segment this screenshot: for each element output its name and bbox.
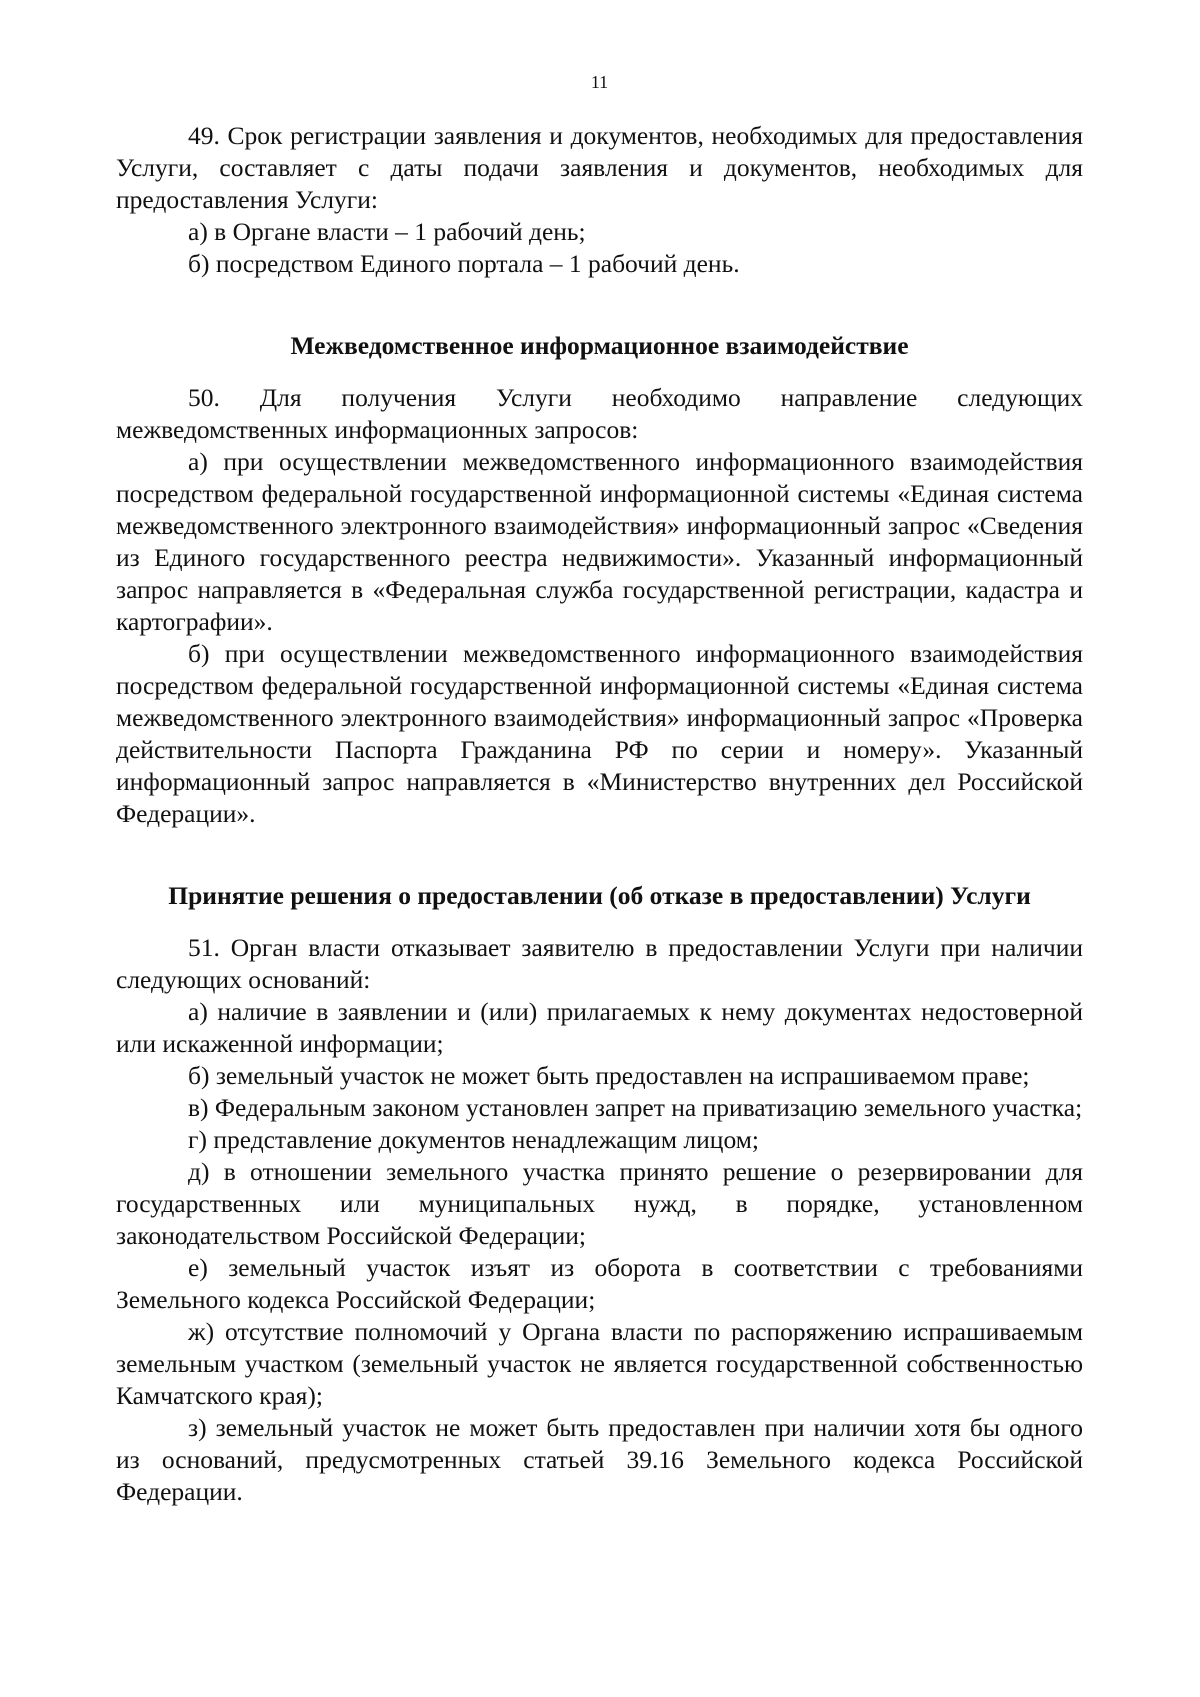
paragraph-49: 49. Срок регистрации заявления и документов, необходимых для предоставления Услуги, составляет с даты подачи заявления и документов, необходимых для предоставления Услуги: — [116, 121, 1083, 214]
paragraph-49-a: а) в Органе власти – 1 рабочий день; — [188, 217, 586, 246]
paragraph-49-b: б) посредством Единого портала – 1 рабочий день. — [188, 249, 740, 278]
section-heading-interagency: Межведомственное информационное взаимодействие — [290, 331, 909, 360]
paragraph-51-v: в) Федеральным законом установлен запрет на приватизацию земельного участка; — [188, 1093, 1083, 1122]
paragraph-51-d: д) в отношении земельного участка принято решение о резервировании для государственных или муниципальных нужд, в порядке, установленном законодательством Российской Федерации; — [116, 1157, 1083, 1250]
paragraph-51-zh: ж) отсутствие полномочий у Органа власти по распоряжению испрашиваемым земельным участком (земельный участок не является государственной собственностью Камчатского края); — [116, 1317, 1083, 1410]
paragraph-50: 50. Для получения Услуги необходимо направление следующих межведомственных информационных запросов: — [116, 383, 1083, 444]
paragraph-50-a: а) при осуществлении межведомственного информационного взаимодействия посредством федеральной государственной информационной системы «Единая система межведомственного электронного взаимодействия» информационный запрос «Сведения из Единого государственного реестра недвижимости». Указанный информационный запрос направляется в «Федеральная служба государственной регистрации, кадастра и картографии». — [116, 447, 1083, 636]
paragraph-51-g: г) представление документов ненадлежащим лицом; — [188, 1125, 759, 1154]
document-body — [116, 120, 1083, 1508]
page-number: 11 — [590, 72, 609, 92]
paragraph-51: 51. Орган власти отказывает заявителю в предоставлении Услуги при наличии следующих оснований: — [116, 933, 1083, 994]
paragraph-51-b: б) земельный участок не может быть предоставлен на испрашиваемом праве; — [188, 1061, 1030, 1090]
paragraph-51-e: е) земельный участок изъят из оборота в соответствии с требованиями Земельного кодекса Российской Федерации; — [116, 1253, 1083, 1314]
paragraph-50-b: б) при осуществлении межведомственного информационного взаимодействия посредством федеральной государственной информационной системы «Единая система межведомственного электронного взаимодействия» информационный запрос «Проверка действительности Паспорта Гражданина РФ по серии и номеру». Указанный информационный запрос направляется в «Министерство внутренних дел Российской Федерации». — [116, 639, 1083, 828]
paragraph-51-z: з) земельный участок не может быть предоставлен при наличии хотя бы одного из оснований, предусмотренных статьей 39.16 Земельного кодекса Российской Федерации. — [116, 1413, 1083, 1506]
paragraph-51-a: а) наличие в заявлении и (или) прилагаемых к нему документах недостоверной или искаженной информации; — [116, 997, 1083, 1058]
section-heading-decision: Принятие решения о предоставлении (об отказе в предоставлении) Услуги — [168, 881, 1031, 910]
